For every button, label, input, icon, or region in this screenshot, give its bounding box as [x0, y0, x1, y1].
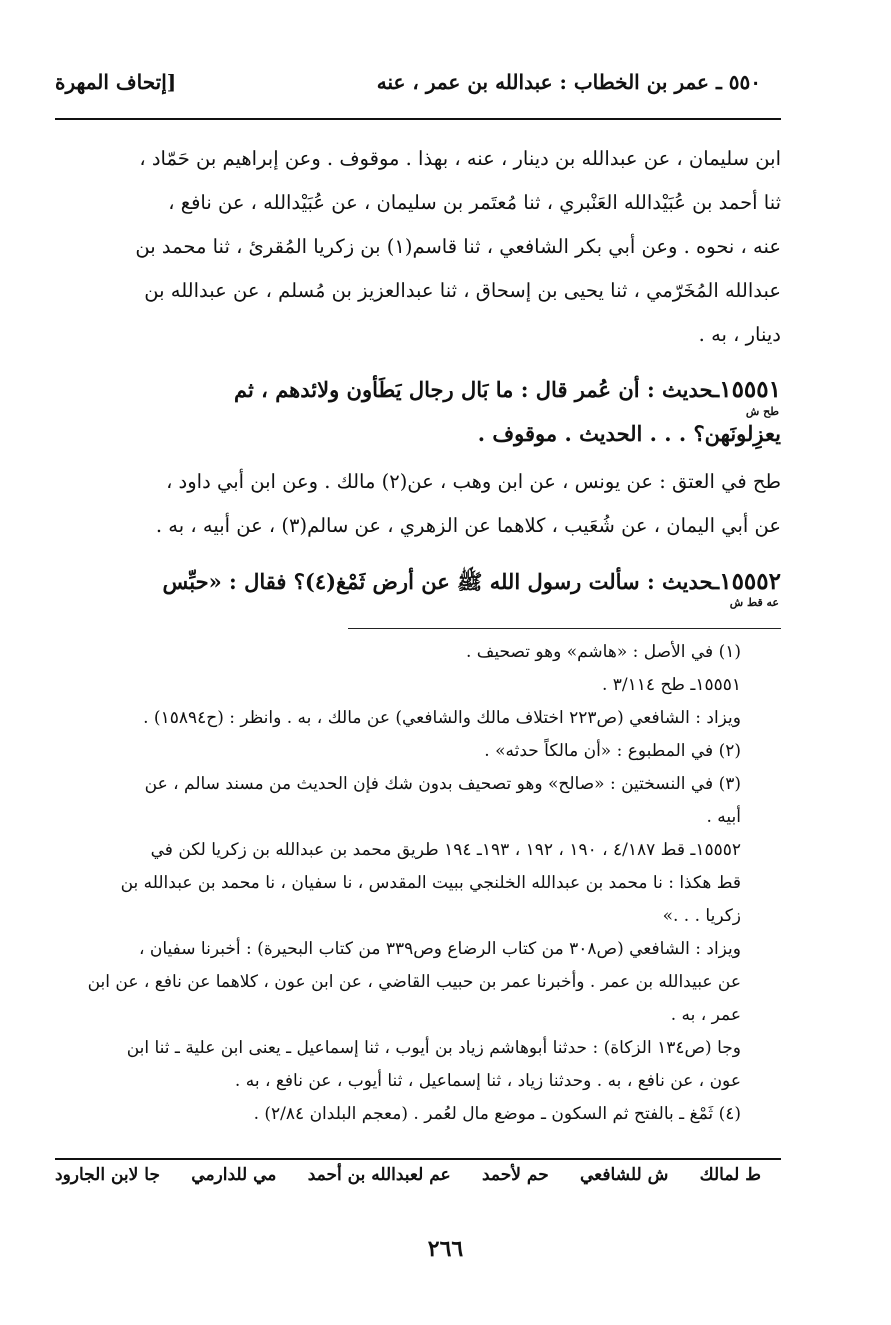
hadith-15551: [55, 368, 781, 456]
abbreviation-item: ش للشافعي: [580, 1165, 669, 1185]
hadith-line: [55, 560, 781, 604]
hadith-line: يعزِلونَهن؟ . . . الحديث . موقوف .: [477, 421, 781, 446]
footnote-line: (٤) ثَمْغ ـ بالفتح ثم السكون ـ موضع مال لعُمر . (معجم البلدان ٢/٨٤) .: [253, 1104, 741, 1124]
footnote-line: ١٥٥٥٢ـ قط ٤/١٨٧ ، ١٩٠ ، ١٩٢ ، ١٩٣ـ ١٩٤ طريق محمد بن عبدالله بن زكريا لكن في: [150, 840, 741, 860]
text-line: عن أبي اليمان ، عن شُعَيب ، كلاهما عن الزهري ، عن سالم(٣) ، عن أبيه ، به .: [155, 514, 781, 537]
hadith-text: ـحديث : سألت رسول الله ﷺ عن أرض ثَمْغ(٤)؟ فقال : «حبِّس: [162, 569, 720, 594]
hadith-text: ـحديث : أن عُمر قال : ما بَال رجال يَطَأون ولائدهم ، ثم: [233, 377, 720, 402]
footnote-line: عون ، عن نافع ، به . وحدثنا زياد ، ثنا إسماعيل ، ثنا أيوب ، عن نافع ، به .: [234, 1071, 741, 1091]
abbreviation-item: جا لابن الجارود: [55, 1165, 160, 1185]
footnote-line: (١) في الأصل : «هاشم» وهو تصحيف .: [465, 642, 741, 662]
abbreviation-item: مي للدارمي: [191, 1165, 277, 1185]
footnote-line: وجا (ص١٣٤ الزكاة) : حدثنا أبوهاشم زياد بن أيوب ، ثنا إسماعيل ـ يعنى ابن علية ـ ثنا ابن: [126, 1038, 741, 1058]
text-line: دينار ، به .: [698, 323, 781, 346]
footnote-line: (٢) في المطبوع : «أن مالكاً حدثه» .: [484, 741, 741, 761]
abbreviations-key: [55, 1165, 761, 1185]
text-line: عبدالله المُخَرّمي ، ثنا يحيى بن إسحاق ، ثنا عبدالعزيز بن مُسلم ، عن عبدالله بن: [144, 279, 781, 302]
text-line: ابن سليمان ، عن عبدالله بن دينار ، عنه ، بهذا . موقوف . وعن إبراهيم بن حَمّاد ،: [139, 147, 781, 170]
tah-paragraph: [55, 460, 781, 548]
margin-source-codes: عه قط ش: [729, 596, 779, 609]
footnote-line: قط هكذا : نا محمد بن عبدالله الخلنجي ببيت المقدس ، نا سفيان ، نا محمد بن عبدالله بن: [120, 873, 741, 893]
hadith-number: ١٥٥٥٢: [719, 568, 781, 595]
footnote-line: زكريا . . .»: [662, 906, 741, 926]
footnotes-block: [55, 636, 741, 1131]
abbreviation-item: عم لعبدالله بن أحمد: [307, 1165, 451, 1185]
abbreviation-item: حم لأحمد: [482, 1165, 549, 1185]
footnote-line: ويزاد : الشافعي (ص٢٢٣ اختلاف مالك والشافعي) عن مالك ، به . وانظر : (ح١٥٨٩٤) .: [143, 708, 741, 728]
header-rule: [55, 118, 781, 120]
text-line: طح في العتق : عن يونس ، عن ابن وهب ، عن(٢) مالك . وعن ابن أبي داود ،: [166, 470, 781, 493]
hadith-15552: [55, 560, 781, 604]
footnote-line: عمر ، به .: [670, 1005, 741, 1025]
margin-source-codes: طح ش: [745, 405, 779, 418]
footnote-separator: [348, 628, 781, 629]
abbreviation-item: ط لمالك: [699, 1165, 761, 1185]
footnote-line: ويزاد : الشافعي (ص٣٠٨ من كتاب الرضاع وص٣٣٩ من كتاب البحيرة) : أخبرنا سفيان ،: [138, 939, 741, 959]
hadith-line: [55, 368, 781, 412]
text-line: عنه ، نحوه . وعن أبي بكر الشافعي ، ثنا قاسم(١) بن زكريا المُقرئ ، ثنا محمد بن: [135, 235, 781, 258]
hadith-number: ١٥٥٥١: [719, 376, 781, 403]
text-line: ثنا أحمد بن عُبَيْدالله العَنْبري ، ثنا مُعتَمر بن سليمان ، عن عُبَيْدالله ، عن نافع ،: [168, 191, 781, 214]
header-book-title: [إتحاف المهرة: [55, 70, 177, 94]
footnote-line: ١٥٥٥١ـ طح ٣/١١٤ .: [601, 675, 741, 695]
abbreviations-rule: [55, 1158, 781, 1160]
footnote-line: عن عبيدالله بن عمر . وأخبرنا عمر بن حبيب القاضي ، عن ابن عون ، كلاهما عن نافع ، عن ابن: [87, 972, 741, 992]
footnote-line: (٣) في النسختين : «صالح» وهو تصحيف بدون شك فإن الحديث من مسند سالم ، عن: [144, 774, 741, 794]
intro-paragraph: [55, 137, 781, 357]
header-chapter-title: ٥٥٠ ـ عمر بن الخطاب : عبدالله بن عمر ، عنه: [376, 70, 761, 94]
footnote-line: أبيه .: [706, 807, 741, 827]
running-header: [55, 70, 761, 106]
page-number: ٢٦٦: [427, 1236, 464, 1262]
